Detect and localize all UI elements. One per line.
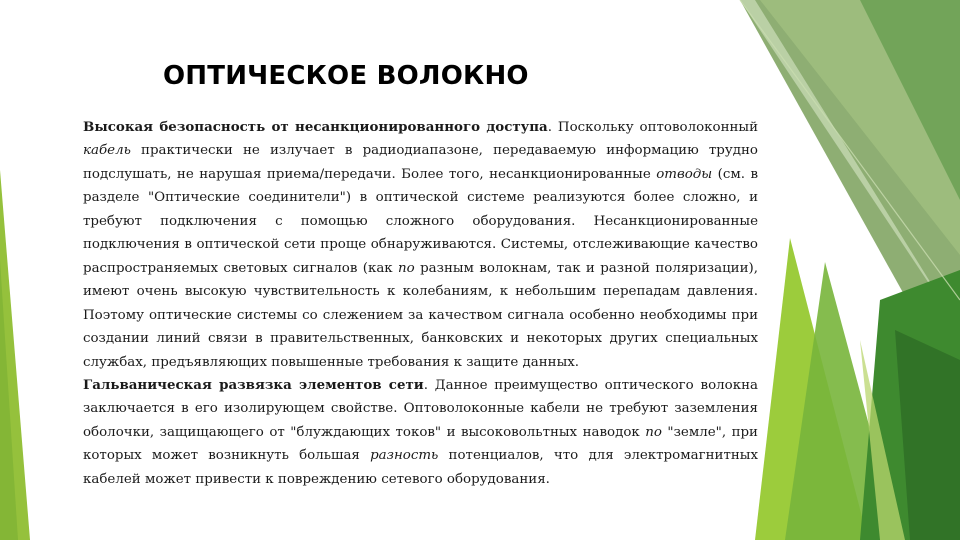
italic-term: кабель [83,143,131,159]
italic-term: по [398,260,415,276]
paragraph-lead: Гальваническая развязка элементов сети [83,376,424,393]
text-run: (см. в разделе "Оптические соединители") в оптической системе реализуются более сложно, и требуют подключения с помощью сложного оборудования. Несанкционированные подключения в оптической сети проще обнаруживаются. Системы, отслеживающие качество распространяемых световых сигналов (как [83,166,758,276]
paragraph-isolation [83,374,758,491]
italic-term: по [645,424,662,440]
italic-term: разность [370,448,439,464]
body-text [83,116,758,491]
text-run: Данное преимущество оптического волокна заключается в его изолирующем свойстве. Оптоволоконные кабели не требуют заземления оболочки, защищающего от "блуждающих токов" и высоковольтных наводок [83,377,758,440]
slide-title: ОПТИЧЕСКОЕ ВОЛОКНО [163,61,529,91]
paragraph-security [83,116,758,374]
text-run: потенциалов, что для электромагнитных кабелей может привести к повреждению сетевого оборудования. [83,448,759,487]
lead-period: . [423,377,435,393]
text-run: "земле", при которых может возникнуть большая [83,424,758,464]
text-run: разным волокнам, так и разной поляризации), имеют очень высокую чувствительность к колебаниям, к небольшим перепадам давления. Поэтому оптические системы со слежением за качеством сигнала особенно необходимы при создании линий связи в правительственных, банковских и некоторых других специальных службах, предъявляющих повышенные требования к защите данных. [83,260,759,370]
text-run: Поскольку оптоволоконный [557,120,759,135]
text-run: практически не излучает в радиодиапазоне, передаваемую информацию трудно подслушать, не нарушая приема/передачи. Более того, несанкционированные [83,143,758,182]
lead-period: . [547,120,558,135]
paragraph-lead: Высокая безопасность от несанкционированного доступа [83,119,548,135]
italic-term: отводы [656,166,713,182]
